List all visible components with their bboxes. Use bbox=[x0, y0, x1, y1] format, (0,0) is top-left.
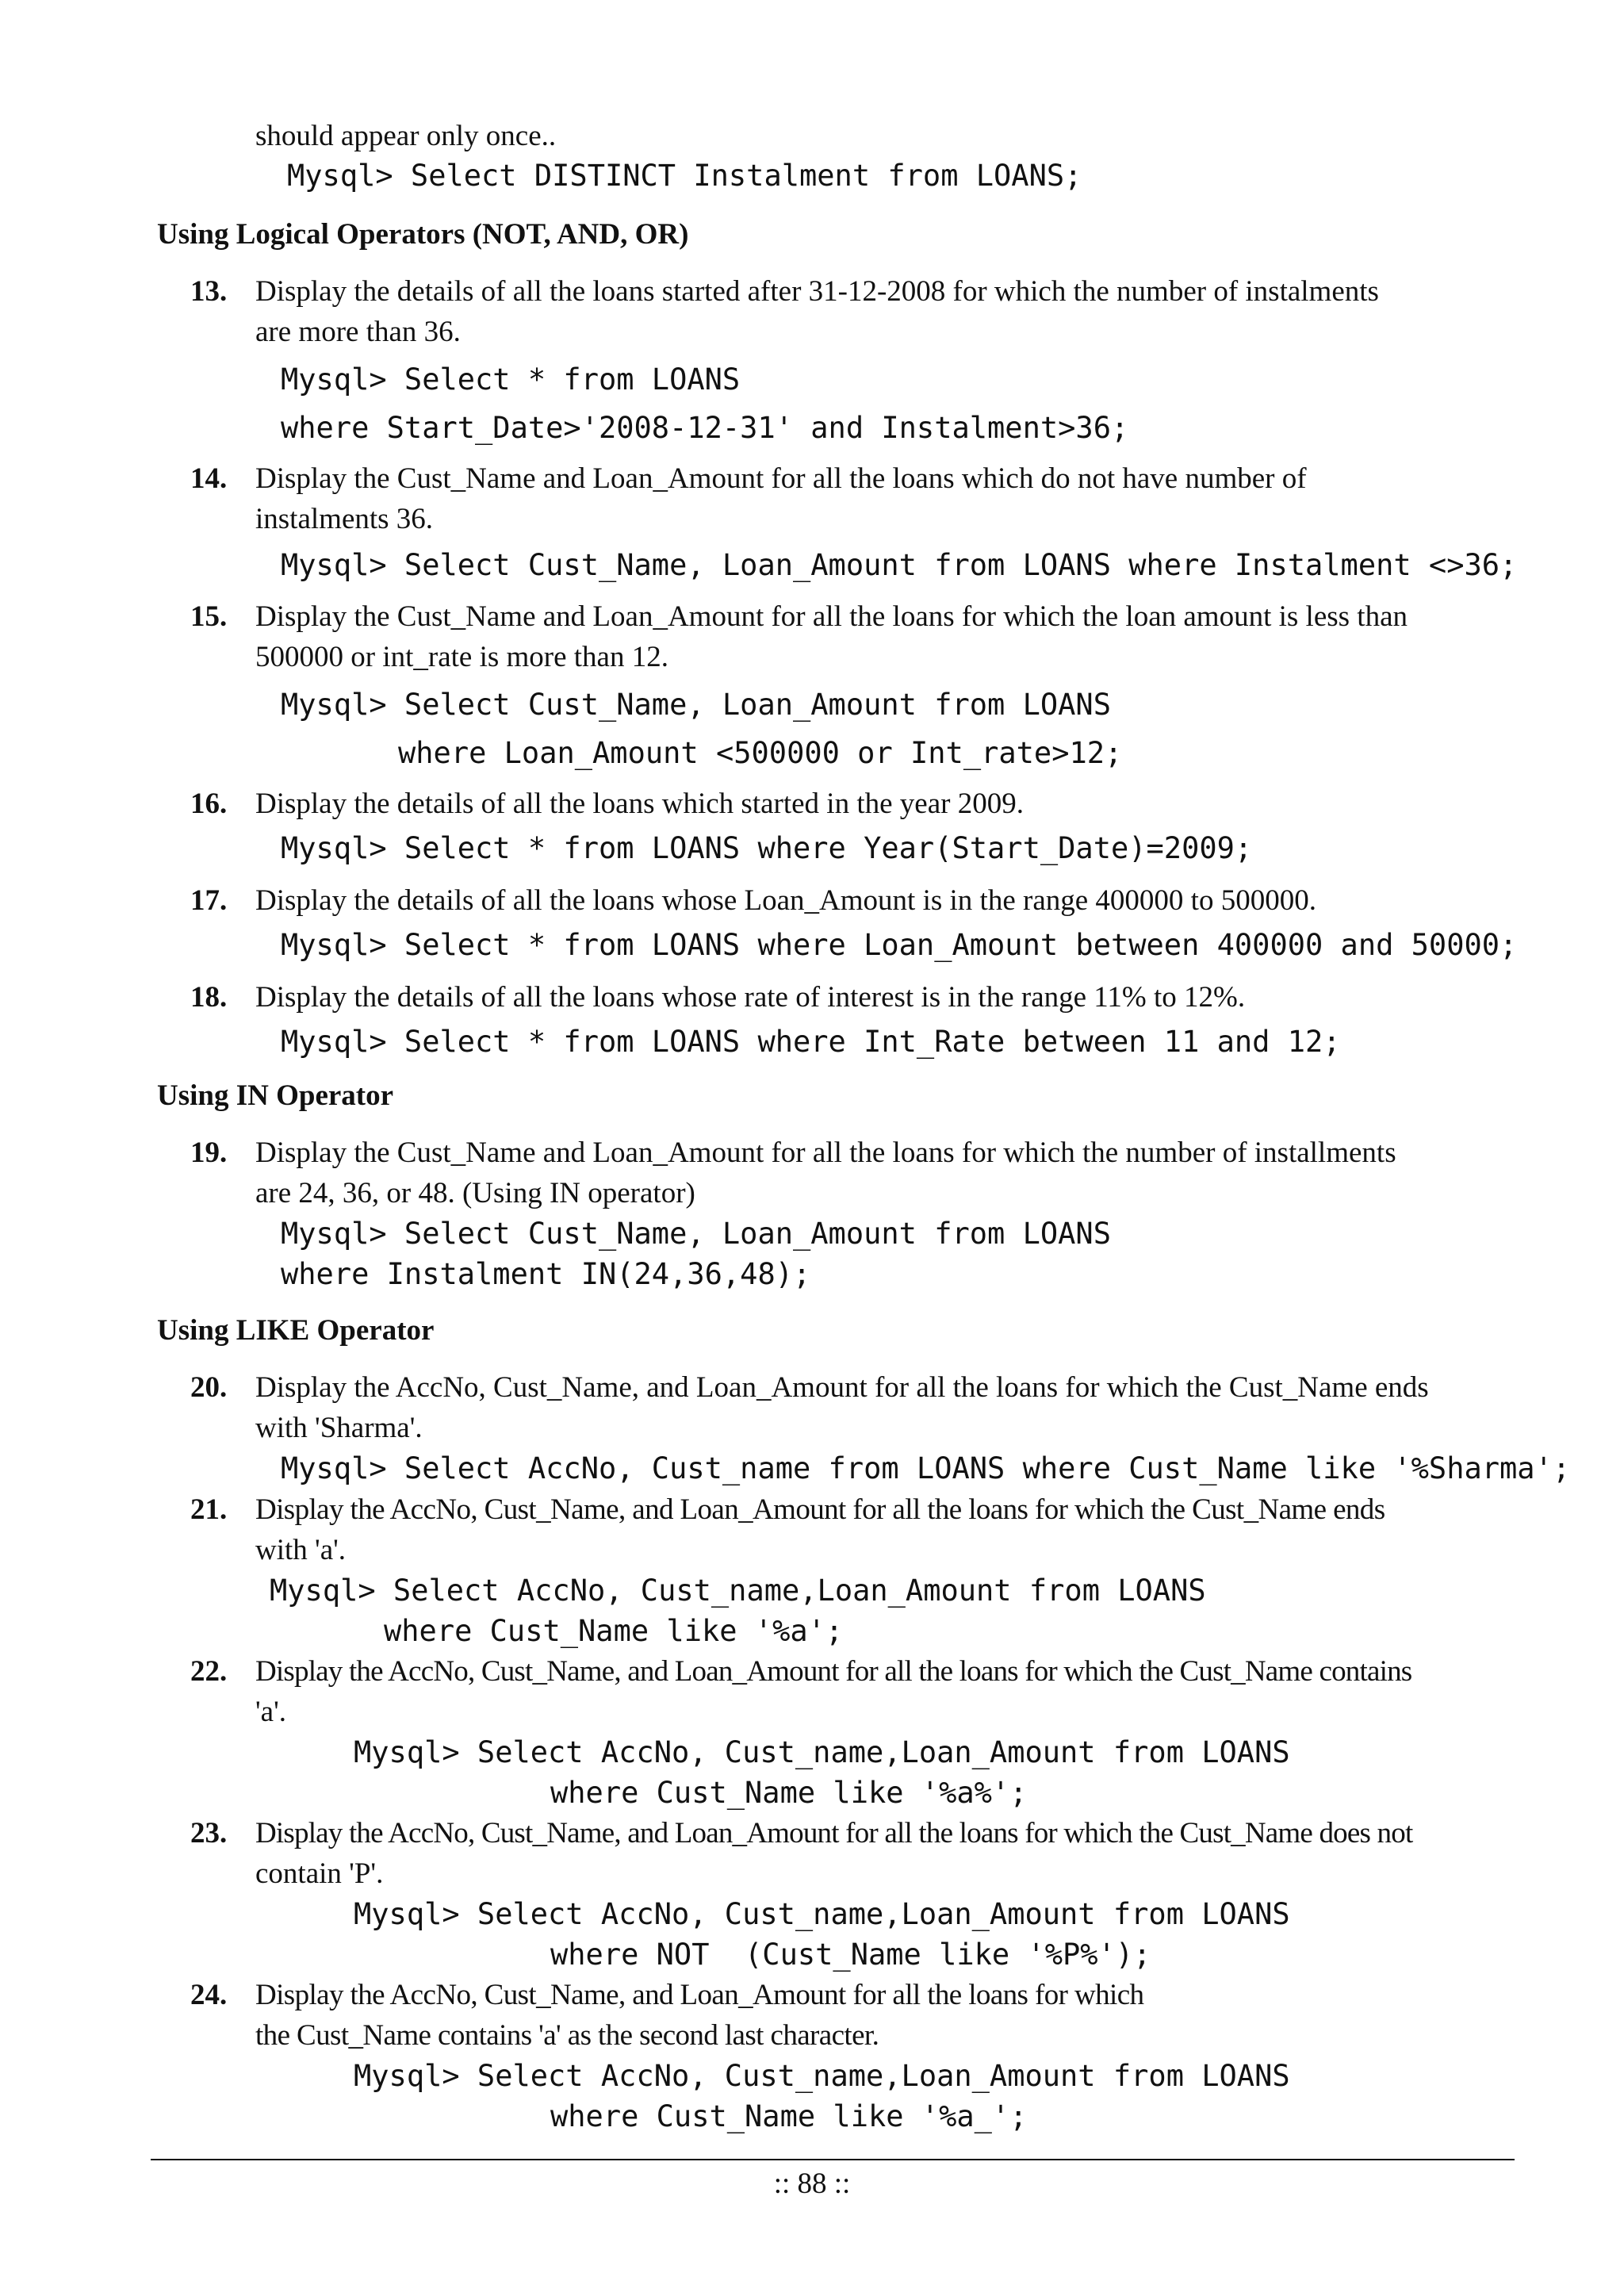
intro-text: should appear only once.. bbox=[255, 120, 557, 152]
sql-query-line1: Mysql> Select * from LOANS where Loan_Amount between 400000 and 50000; bbox=[281, 928, 1518, 962]
sql-query-line2: where Instalment IN(24,36,48); bbox=[281, 1257, 811, 1291]
question-text-line2: 'a'. bbox=[255, 1696, 287, 1728]
sql-query-line2: where Cust_Name like '%a%'; bbox=[550, 1776, 1028, 1810]
sql-query-line1: Mysql> Select * from LOANS where Year(Start_Date)=2009; bbox=[281, 831, 1253, 865]
question-text-line2: are 24, 36, or 48. (Using IN operator) bbox=[255, 1177, 695, 1209]
question-number: 20. bbox=[190, 1371, 228, 1404]
question-text-line1: Display the details of all the loans whose rate of interest is in the range 11% to 12%. bbox=[255, 981, 1246, 1014]
question-number: 21. bbox=[190, 1493, 228, 1526]
section-heading-like-operator: Using LIKE Operator bbox=[157, 1314, 435, 1347]
sql-query-line2: where Cust_Name like '%a'; bbox=[384, 1614, 844, 1648]
question-number: 16. bbox=[190, 788, 228, 820]
question-text-line2: instalments 36. bbox=[255, 503, 434, 535]
question-number: 15. bbox=[190, 600, 228, 633]
section-heading-in-operator: Using IN Operator bbox=[157, 1079, 394, 1112]
question-number: 18. bbox=[190, 981, 228, 1014]
question-text-line1: Display the details of all the loans started after 31-12-2008 for which the number of instalments bbox=[255, 275, 1379, 308]
sql-query-line2: where NOT (Cust_Name like '%P%'); bbox=[550, 1938, 1151, 1972]
sql-query-line1: Mysql> Select Cust_Name, Loan_Amount from LOANS bbox=[281, 688, 1111, 722]
question-text-line1: Display the Cust_Name and Loan_Amount for all the loans for which the loan amount is less than bbox=[255, 600, 1408, 633]
question-number: 24. bbox=[190, 1979, 228, 2011]
sql-query-line1: Mysql> Select Cust_Name, Loan_Amount from LOANS bbox=[281, 1217, 1111, 1251]
question-text-line2: with 'a'. bbox=[255, 1534, 347, 1566]
question-number: 14. bbox=[190, 462, 228, 495]
section-heading-logical-operators: Using Logical Operators (NOT, AND, OR) bbox=[157, 218, 689, 251]
question-number: 23. bbox=[190, 1817, 228, 1849]
footer-divider bbox=[151, 2159, 1515, 2160]
sql-query-line1: Mysql> Select * from LOANS where Int_Rate between 11 and 12; bbox=[281, 1025, 1341, 1059]
question-text-line1: Display the AccNo, Cust_Name, and Loan_Amount for all the loans for which bbox=[255, 1979, 1144, 2011]
question-text-line2: the Cust_Name contains 'a' as the second last character. bbox=[255, 2019, 879, 2052]
question-text-line1: Display the AccNo, Cust_Name, and Loan_Amount for all the loans for which the Cust_Name contains bbox=[255, 1655, 1412, 1688]
sql-query-line2: where Cust_Name like '%a_'; bbox=[550, 2099, 1028, 2133]
sql-query-line1: Mysql> Select AccNo, Cust_name from LOANS where Cust_Name like '%Sharma'; bbox=[281, 1451, 1571, 1485]
question-text-line1: Display the AccNo, Cust_Name, and Loan_Amount for all the loans for which the Cust_Name does not bbox=[255, 1817, 1413, 1849]
sql-query-line2: where Start_Date>'2008-12-31' and Instalment>36; bbox=[281, 411, 1129, 445]
question-text-line2: 500000 or int_rate is more than 12. bbox=[255, 641, 668, 673]
question-text-line1: Display the Cust_Name and Loan_Amount for all the loans for which the number of installments bbox=[255, 1137, 1396, 1169]
question-text-line1: Display the details of all the loans whose Loan_Amount is in the range 400000 to 500000. bbox=[255, 884, 1316, 917]
question-text-line2: contain 'P'. bbox=[255, 1857, 384, 1890]
question-text-line2: are more than 36. bbox=[255, 316, 461, 348]
question-text-line1: Display the AccNo, Cust_Name, and Loan_Amount for all the loans for which the Cust_Name ends bbox=[255, 1371, 1429, 1404]
sql-query-line1: Mysql> Select AccNo, Cust_name,Loan_Amount from LOANS bbox=[270, 1573, 1206, 1608]
question-number: 22. bbox=[190, 1655, 228, 1688]
sql-query-line1: Mysql> Select AccNo, Cust_name,Loan_Amount from LOANS bbox=[354, 1897, 1290, 1931]
sql-query-line1: Mysql> Select AccNo, Cust_name,Loan_Amount from LOANS bbox=[354, 2059, 1290, 2093]
question-text-line2: with 'Sharma'. bbox=[255, 1412, 423, 1444]
intro-query: Mysql> Select DISTINCT Instalment from LOANS; bbox=[287, 159, 1082, 193]
page-number: :: 88 :: bbox=[773, 2168, 851, 2200]
sql-query-line1: Mysql> Select Cust_Name, Loan_Amount from LOANS where Instalment <>36; bbox=[281, 548, 1518, 582]
question-text-line1: Display the AccNo, Cust_Name, and Loan_Amount for all the loans for which the Cust_Name ends bbox=[255, 1493, 1385, 1526]
sql-query-line1: Mysql> Select * from LOANS bbox=[281, 362, 741, 397]
sql-query-line2: where Loan_Amount <500000 or Int_rate>12; bbox=[398, 736, 1123, 770]
sql-query-line1: Mysql> Select AccNo, Cust_name,Loan_Amount from LOANS bbox=[354, 1735, 1290, 1769]
question-number: 19. bbox=[190, 1137, 228, 1169]
question-number: 13. bbox=[190, 275, 228, 308]
question-number: 17. bbox=[190, 884, 228, 917]
question-text-line1: Display the Cust_Name and Loan_Amount for all the loans which do not have number of bbox=[255, 462, 1307, 495]
question-text-line1: Display the details of all the loans which started in the year 2009. bbox=[255, 788, 1024, 820]
